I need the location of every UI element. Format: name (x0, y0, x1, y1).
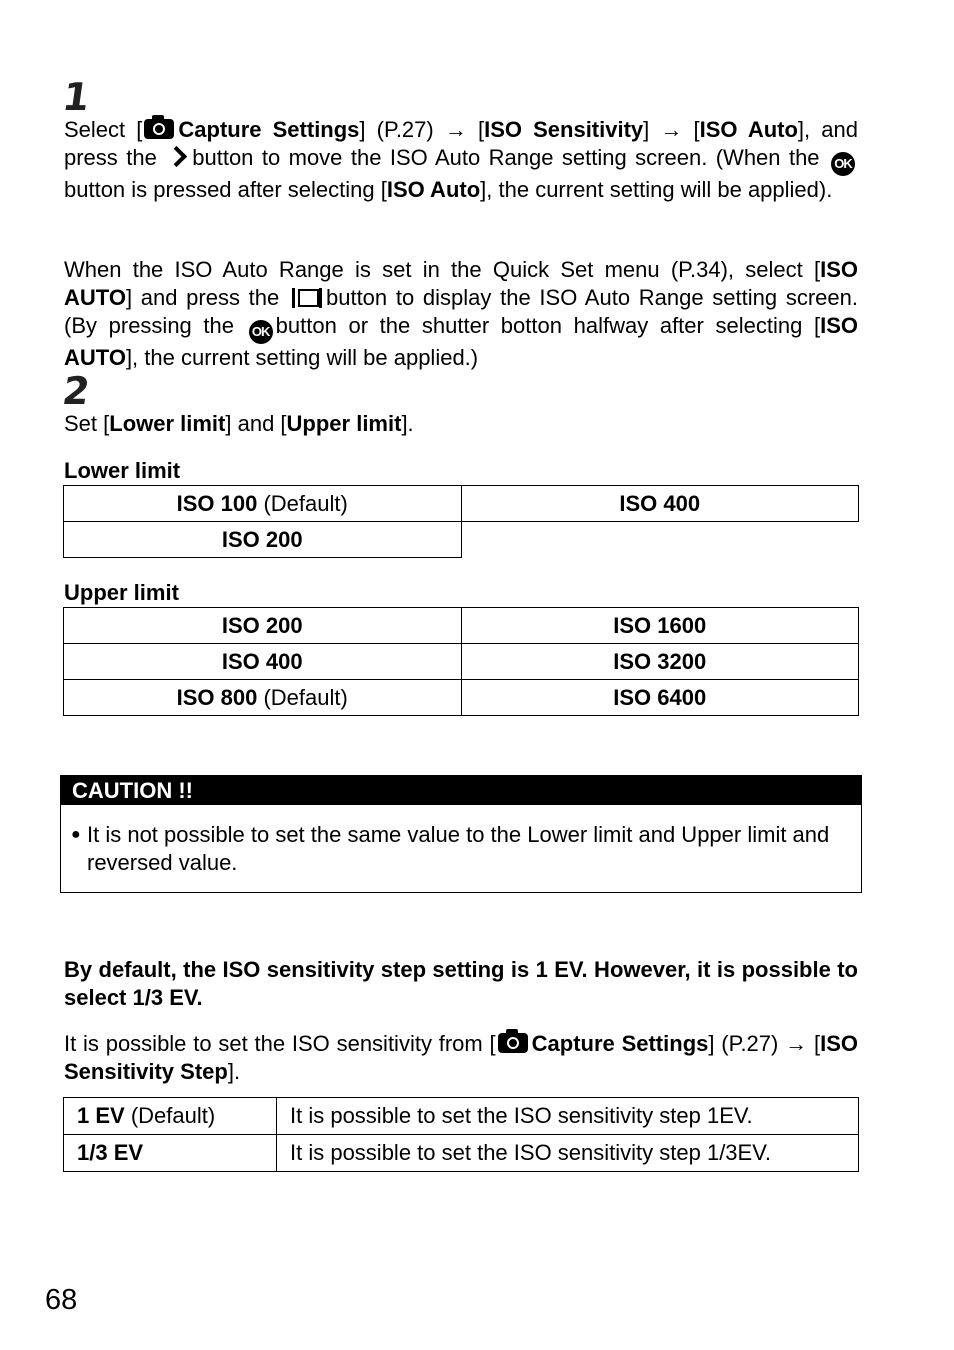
caution-box (60, 775, 862, 893)
table-row (64, 1135, 859, 1172)
table-row (64, 608, 859, 644)
lower-limit-table (63, 485, 859, 558)
chevron-right-icon (166, 146, 187, 167)
ok-button-icon: OK (249, 320, 273, 344)
table-cell: ISO 100 (Default) (64, 486, 462, 522)
table-cell: ISO 800 (Default) (64, 680, 462, 716)
iso-step-instruction: It is possible to set the ISO sensitivity from [ Capture Settings] (P.27) → [ISO Sensitivity Step]. (64, 1031, 858, 1084)
table-cell-empty (461, 522, 859, 558)
table-cell: ISO 200 (64, 522, 462, 558)
caution-heading: CAUTION !! (61, 776, 861, 805)
lower-limit-title: Lower limit (64, 458, 181, 483)
table-cell: ISO 3200 (461, 644, 859, 680)
table-cell: ISO 6400 (461, 680, 859, 716)
table-cell: 1 EV (Default) (64, 1098, 277, 1135)
table-row (64, 644, 859, 680)
table-row (64, 680, 859, 716)
step-2-instruction: Set [Lower limit] and [Upper limit]. (64, 411, 414, 436)
table-cell: ISO 1600 (461, 608, 859, 644)
display-button-icon (292, 288, 322, 308)
step-2-number: 2 (59, 369, 93, 413)
table-cell: ISO 400 (461, 486, 859, 522)
table-row (64, 486, 859, 522)
camera-icon (144, 119, 174, 139)
table-row (64, 1098, 859, 1135)
step-1-paragraph-1: Select [ Capture Settings] (P.27) → [ISO Sensitivity] → [ISO Auto], and press the button to move the ISO Auto Range setting screen. (When the OKbutton is pressed after selecting [ISO Auto], the current setting will be applied). (64, 117, 858, 202)
table-cell: ISO 400 (64, 644, 462, 680)
page-number: 68 (45, 1284, 78, 1316)
ok-button-icon: OK (831, 152, 855, 176)
table-cell: It is possible to set the ISO sensitivity step 1/3EV. (277, 1135, 859, 1172)
caution-text: It is not possible to set the same value to the Lower limit and Upper limit and reversed value. (87, 822, 830, 875)
step-1-number: 1 (59, 75, 93, 119)
camera-icon (498, 1033, 528, 1053)
table-row (64, 522, 859, 558)
caution-body (61, 805, 861, 877)
bullet-icon: ● (71, 826, 81, 843)
iso-step-table (63, 1097, 859, 1172)
step-1-paragraph-2: When the ISO Auto Range is set in the Quick Set menu (P.34), select [ISO AUTO] and press the button to display the ISO Auto Range setting screen. (By pressing the OK button or the shutter botton halfway after selecting [ISO AUTO], the current setting will be applied.) (64, 257, 858, 370)
table-cell: 1/3 EV (64, 1135, 277, 1172)
upper-limit-title: Upper limit (64, 580, 179, 605)
iso-step-intro: By default, the ISO sensitivity step setting is 1 EV. However, it is possible to select 1/3 EV. (64, 957, 858, 1010)
upper-limit-table (63, 607, 859, 716)
table-cell: ISO 200 (64, 608, 462, 644)
table-cell: It is possible to set the ISO sensitivity step 1EV. (277, 1098, 859, 1135)
